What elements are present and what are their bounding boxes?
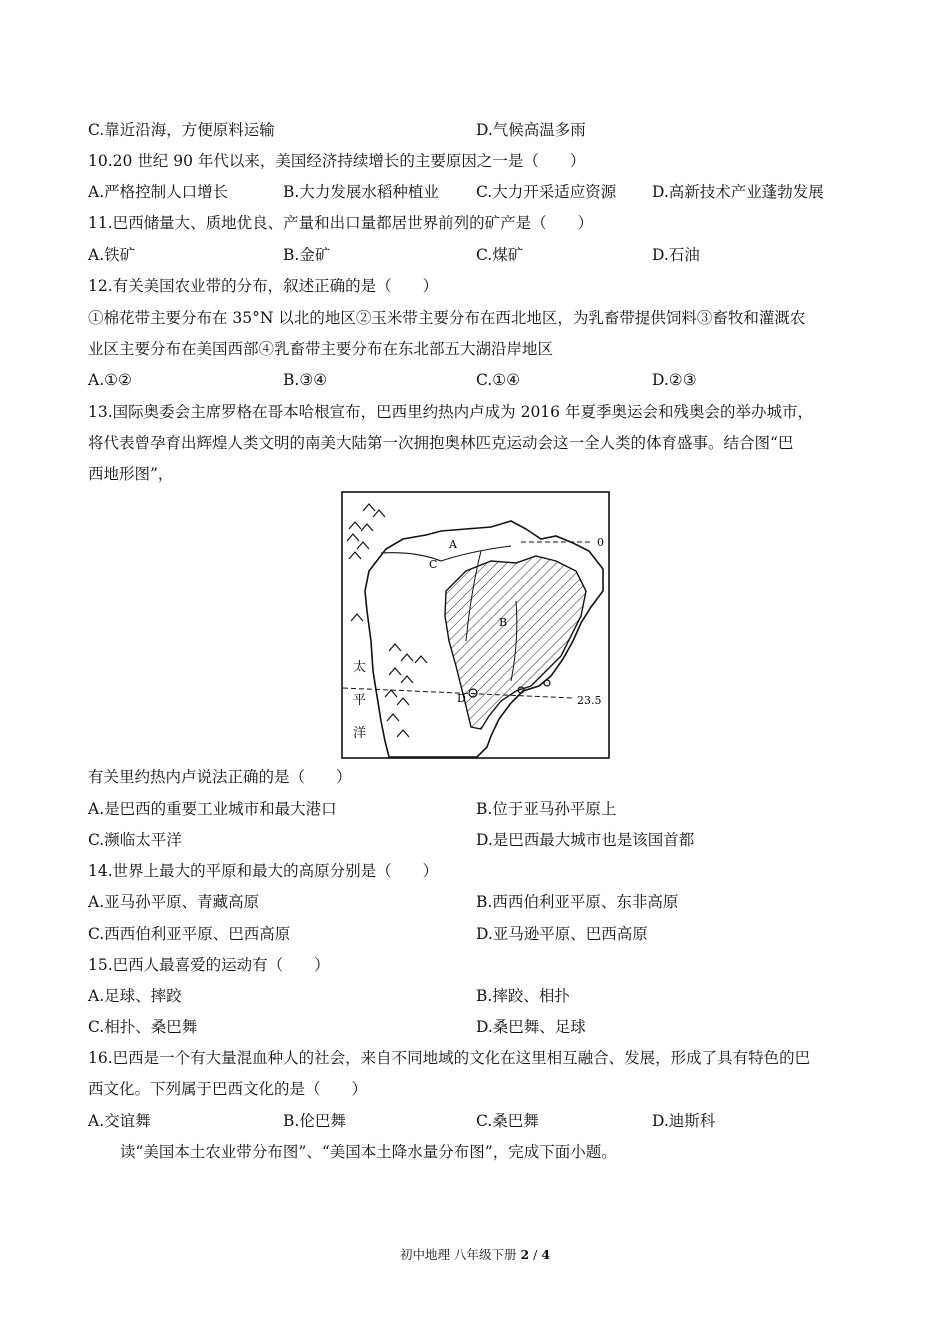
q11-option-d: D.石油 [652, 246, 700, 264]
footer-course: 初中地理 八年级下册 [399, 1247, 521, 1262]
q16-option-d: D.迪斯科 [652, 1112, 716, 1130]
q13-question: 有关里约热内卢说法正确的是（ ） [88, 768, 352, 786]
q12-stem: 12.有关美国农业带的分布，叙述正确的是（ ） [88, 277, 439, 295]
q12-option-a: A.①② [88, 371, 132, 389]
footer-page-number: 2 [520, 1247, 530, 1262]
q13-stem-line2: 将代表曾孕育出辉煌人类文明的南美大陆第一次拥抱奥林匹克运动会这一全人类的体育盛事。结合图“巴 [88, 434, 794, 452]
map-ocean-label-3: 洋 [353, 726, 367, 741]
q10-option-b: B.大力发展水稻种植业 [283, 183, 439, 201]
page-footer [0, 1246, 950, 1264]
q13-option-d: D.是巴西最大城市也是该国首都 [476, 831, 695, 849]
q9-option-c: C.靠近沿海，方便原料运输 [88, 121, 275, 139]
q14-stem: 14.世界上最大的平原和最大的高原分别是（ ） [88, 862, 439, 880]
map-ocean-label-2: 平 [353, 693, 367, 708]
q12-option-c: C.①④ [476, 371, 521, 389]
map-label-c: C [429, 558, 438, 571]
q12-option-d: D.②③ [652, 371, 697, 389]
q14-option-b: B.西西伯利亚平原、东非高原 [476, 893, 679, 911]
map-label-a: A [449, 538, 457, 551]
q9-option-d: D.气候高温多雨 [476, 121, 586, 139]
equator-label: 0 [597, 536, 604, 549]
q13-option-b: B.位于亚马孙平原上 [476, 800, 617, 818]
q13-stem-line3: 西地形图”， [88, 465, 174, 483]
brazil-terrain-map [341, 491, 610, 759]
map-ocean-label-1: 太 [353, 660, 367, 675]
q11-option-c: C.煤矿 [476, 246, 524, 264]
q16-option-c: C.桑巴舞 [476, 1112, 539, 1130]
reading-instruction: 读“美国本土农业带分布图”、“美国本土降水量分布图”，完成下面小题。 [120, 1143, 617, 1161]
q16-option-b: B.伦巴舞 [283, 1112, 346, 1130]
q10-option-d: D.高新技术产业蓬勃发展 [652, 183, 824, 201]
q14-option-d: D.亚马逊平原、巴西高原 [476, 925, 648, 943]
q12-statement-line2: 业区主要分布在美国西部④乳畜带主要分布在东北部五大湖沿岸地区 [88, 340, 554, 358]
q15-option-c: C.相扑、桑巴舞 [88, 1018, 198, 1036]
q16-stem-line1: 16.巴西是一个有大量混血种人的社会，来自不同地域的文化在这里相互融合、发展，形成了具有特色的巴 [88, 1049, 811, 1067]
map-label-d: D [457, 692, 466, 705]
q10-option-c: C.大力开采适应资源 [476, 183, 617, 201]
q16-stem-line2: 西文化。下列属于巴西文化的是（ ） [88, 1080, 368, 1098]
map-label-b: B [499, 616, 508, 629]
q13-option-c: C.濒临太平洋 [88, 831, 182, 849]
q14-option-a: A.亚马孙平原、青藏高原 [88, 893, 260, 911]
q15-option-b: B.摔跤、相扑 [476, 987, 570, 1005]
q12-option-b: B.③④ [283, 371, 328, 389]
footer-separator: / [529, 1247, 542, 1262]
q15-stem: 15.巴西人最喜爱的运动有（ ） [88, 956, 330, 974]
q11-option-b: B.金矿 [283, 246, 331, 264]
q13-stem-line1: 13.国际奥委会主席罗格在哥本哈根宣布，巴西里约热内卢成为 2016 年夏季奥运会和残奥会的举办城市， [88, 403, 813, 421]
q12-statement-line1: ①棉花带主要分布在 35°N 以北的地区②玉米带主要分布在西北地区，为乳畜带提供饲料③畜牧和灌溉农 [88, 309, 806, 327]
footer-page-total: 4 [541, 1247, 551, 1262]
q10-stem: 10.20 世纪 90 年代以来，美国经济持续增长的主要原因之一是（ ） [88, 152, 586, 170]
q13-option-a: A.是巴西的重要工业城市和最大港口 [88, 800, 337, 818]
q14-option-c: C.西西伯利亚平原、巴西高原 [88, 925, 291, 943]
q10-option-a: A.严格控制人口增长 [88, 183, 229, 201]
q15-option-a: A.足球、摔跤 [88, 987, 182, 1005]
q15-option-d: D.桑巴舞、足球 [476, 1018, 586, 1036]
q11-option-a: A.铁矿 [88, 246, 136, 264]
tropic-label: 23.5 [577, 694, 602, 707]
q16-option-a: A.交谊舞 [88, 1112, 151, 1130]
q11-stem: 11.巴西储量大、质地优良、产量和出口量都居世界前列的矿产是（ ） [88, 214, 594, 232]
